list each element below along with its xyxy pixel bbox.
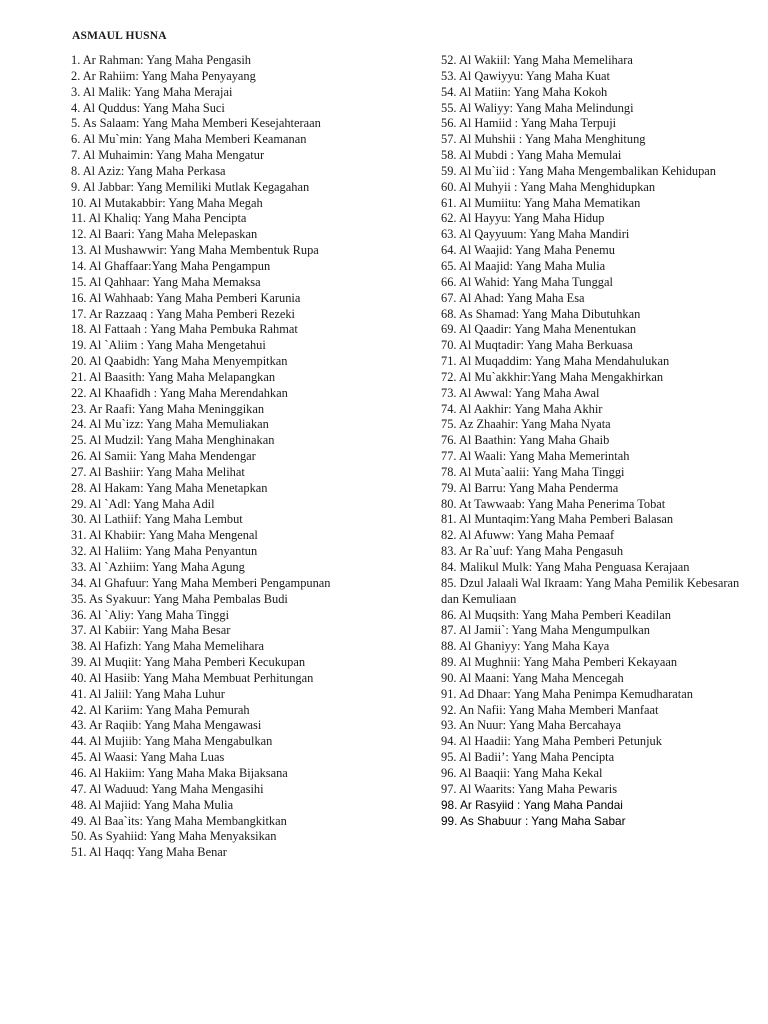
- list-item: 51. Al Haqq: Yang Maha Benar: [71, 845, 227, 860]
- list-item: 25. Al Mudzil: Yang Maha Menghinakan: [71, 433, 275, 448]
- list-item: 24. Al Mu`izz: Yang Maha Memuliakan: [71, 417, 269, 432]
- list-item: 87. Al Jamii`: Yang Maha Mengumpulkan: [441, 623, 650, 638]
- list-item: 68. As Shamad: Yang Maha Dibutuhkan: [441, 306, 641, 321]
- list-item: 89. Al Mughnii: Yang Maha Pemberi Kekayaan: [441, 655, 678, 670]
- list-item: 44. Al Mujiib: Yang Maha Mengabulkan: [71, 734, 273, 749]
- list-item: 27. Al Bashiir: Yang Maha Melihat: [71, 464, 245, 479]
- list-item: 73. Al Awwal: Yang Maha Awal: [441, 385, 600, 400]
- list-item: 65. Al Maajid: Yang Maha Mulia: [441, 258, 606, 273]
- list-item: 74. Al Aakhir: Yang Maha Akhir: [441, 401, 603, 416]
- list-item: 75. Az Zhaahir: Yang Maha Nyata: [441, 417, 611, 432]
- list-item: 62. Al Hayyu: Yang Maha Hidup: [441, 211, 605, 226]
- list-item: 61. Al Mumiitu: Yang Maha Mematikan: [441, 195, 641, 210]
- list-item: 66. Al Wahid: Yang Maha Tunggal: [441, 274, 613, 289]
- list-item: 8. Al Aziz: Yang Maha Perkasa: [71, 163, 226, 178]
- list-item: 19. Al `Aliim : Yang Maha Mengetahui: [71, 338, 266, 353]
- list-item: 38. Al Hafizh: Yang Maha Memelihara: [71, 639, 265, 654]
- list-item: 99. As Shabuur : Yang Maha Sabar: [441, 813, 626, 828]
- list-item: 17. Ar Razzaaq : Yang Maha Pemberi Rezeki: [71, 306, 296, 321]
- list-item: 14. Al Ghaffaar:Yang Maha Pengampun: [71, 258, 271, 273]
- list-item: 58. Al Mubdi : Yang Maha Memulai: [441, 148, 622, 163]
- list-item: 36. Al `Aliy: Yang Maha Tinggi: [71, 607, 230, 622]
- list-item: 40. Al Hasiib: Yang Maha Membuat Perhitungan: [71, 670, 314, 685]
- list-item: 1. Ar Rahman: Yang Maha Pengasih: [71, 53, 251, 67]
- list-item: 91. Ad Dhaar: Yang Maha Penimpa Kemudharatan: [441, 686, 693, 701]
- list-item: 93. An Nuur: Yang Maha Bercahaya: [441, 718, 621, 733]
- list-item: 80. At Tawwaab: Yang Maha Penerima Tobat: [441, 496, 666, 511]
- list-item: 90. Al Maani: Yang Maha Mencegah: [441, 670, 624, 685]
- list-item: 3. Al Malik: Yang Maha Merajai: [71, 84, 233, 99]
- list-item: 21. Al Baasith: Yang Maha Melapangkan: [71, 369, 276, 384]
- list-item: 77. Al Waali: Yang Maha Memerintah: [441, 449, 630, 464]
- list-item: 6. Al Mu`min: Yang Maha Memberi Keamanan: [71, 132, 307, 147]
- list-item: 34. Al Ghafuur: Yang Maha Memberi Pengampunan: [71, 575, 331, 590]
- list-item: 78. Al Muta`aalii: Yang Maha Tinggi: [441, 464, 625, 479]
- list-item: 16. Al Wahhaab: Yang Maha Pemberi Karunia: [71, 290, 301, 305]
- list-item: 47. Al Waduud: Yang Maha Mengasihi: [71, 781, 264, 796]
- list-item: 55. Al Waliyy: Yang Maha Melindungi: [441, 100, 634, 115]
- list-item: 84. Malikul Mulk: Yang Maha Penguasa Kerajaan: [441, 560, 690, 574]
- list-item: 94. Al Haadii: Yang Maha Pemberi Petunjuk: [441, 734, 662, 749]
- list-item: 85. Dzul Jalaali Wal Ikraam: Yang Maha Pemilik Kebesaran dan Kemuliaan: [441, 575, 740, 606]
- list-item: 11. Al Khaliq: Yang Maha Pencipta: [71, 211, 247, 226]
- list-item: 59. Al Mu`iid : Yang Maha Mengembalikan Kehidupan: [441, 163, 716, 178]
- list-item: 69. Al Qaadir: Yang Maha Menentukan: [441, 322, 637, 337]
- list-item: 10. Al Mutakabbir: Yang Maha Megah: [71, 195, 263, 210]
- list-item: 48. Al Majiid: Yang Maha Mulia: [71, 797, 234, 812]
- list-item: 50. As Syahiid: Yang Maha Menyaksikan: [71, 829, 277, 844]
- page-title: ASMAUL HUSNA: [72, 30, 167, 42]
- list-item: 35. As Syakuur: Yang Maha Pembalas Budi: [71, 591, 288, 606]
- list-item: 23. Ar Raafi: Yang Maha Meninggikan: [71, 401, 265, 416]
- list-item: 97. Al Waarits: Yang Maha Pewaris: [441, 781, 618, 796]
- list-item: 83. Ar Ra`uuf: Yang Maha Pengasuh: [441, 544, 624, 559]
- list-item: 42. Al Kariim: Yang Maha Pemurah: [71, 702, 250, 717]
- list-item: 76. Al Baathin: Yang Maha Ghaib: [441, 433, 610, 448]
- list-item: 30. Al Lathiif: Yang Maha Lembut: [71, 512, 243, 527]
- list-item: 41. Al Jaliil: Yang Maha Luhur: [71, 686, 225, 701]
- list-item: 57. Al Muhshii : Yang Maha Menghitung: [441, 132, 646, 147]
- list-item: 28. Al Hakam: Yang Maha Menetapkan: [71, 480, 268, 495]
- list-item: 88. Al Ghaniyy: Yang Maha Kaya: [441, 639, 610, 654]
- list-item: 52. Al Wakiil: Yang Maha Memelihara: [441, 53, 633, 67]
- list-item: 71. Al Muqaddim: Yang Maha Mendahulukan: [441, 354, 670, 369]
- list-item: 31. Al Khabiir: Yang Maha Mengenal: [71, 528, 258, 543]
- list-item: 15. Al Qahhaar: Yang Maha Memaksa: [71, 274, 261, 289]
- list-item: 95. Al Badii’: Yang Maha Pencipta: [441, 750, 615, 765]
- list-item: 67. Al Ahad: Yang Maha Esa: [441, 290, 585, 305]
- list-item: 4. Al Quddus: Yang Maha Suci: [71, 100, 225, 115]
- list-item: 29. Al `Adl: Yang Maha Adil: [71, 496, 215, 511]
- list-item: 22. Al Khaafidh : Yang Maha Merendahkan: [71, 385, 288, 400]
- list-item: 12. Al Baari: Yang Maha Melepaskan: [71, 227, 258, 242]
- list-item: 86. Al Muqsith: Yang Maha Pemberi Keadilan: [441, 607, 671, 622]
- list-item: 7. Al Muhaimin: Yang Maha Mengatur: [71, 148, 265, 163]
- list-item: 37. Al Kabiir: Yang Maha Besar: [71, 623, 231, 638]
- list-item: 20. Al Qaabidh: Yang Maha Menyempitkan: [71, 354, 288, 369]
- list-item: 49. Al Baa`its: Yang Maha Membangkitkan: [71, 813, 287, 828]
- list-item: 9. Al Jabbar: Yang Memiliki Mutlak Kegagahan: [71, 179, 310, 194]
- list-item: 56. Al Hamiid : Yang Maha Terpuji: [441, 116, 617, 131]
- list-item: 26. Al Samii: Yang Maha Mendengar: [71, 449, 256, 464]
- list-item: 18. Al Fattaah : Yang Maha Pembuka Rahmat: [71, 322, 298, 337]
- list-item: 81. Al Muntaqim:Yang Maha Pemberi Balasan: [441, 512, 674, 527]
- list-item: 72. Al Mu`akkhir:Yang Maha Mengakhirkan: [441, 369, 664, 384]
- list-item: 33. Al `Azhiim: Yang Maha Agung: [71, 560, 245, 574]
- list-item: 39. Al Muqiit: Yang Maha Pemberi Kecukupan: [71, 655, 306, 670]
- list-item: 54. Al Matiin: Yang Maha Kokoh: [441, 84, 608, 99]
- list-item: 92. An Nafii: Yang Maha Memberi Manfaat: [441, 702, 659, 717]
- list-item: 43. Ar Raqiib: Yang Maha Mengawasi: [71, 718, 262, 733]
- list-item: 63. Al Qayyuum: Yang Maha Mandiri: [441, 227, 630, 242]
- list-item: 70. Al Muqtadir: Yang Maha Berkuasa: [441, 338, 633, 353]
- list-item: 5. As Salaam: Yang Maha Memberi Kesejahteraan: [71, 116, 321, 131]
- list-item: 46. Al Hakiim: Yang Maha Maka Bijaksana: [71, 765, 288, 780]
- list-item: 53. Al Qawiyyu: Yang Maha Kuat: [441, 68, 610, 83]
- list-item: 45. Al Waasi: Yang Maha Luas: [71, 750, 225, 765]
- list-item: 98. Ar Rasyiid : Yang Maha Pandai: [441, 797, 623, 812]
- list-item: 13. Al Mushawwir: Yang Maha Membentuk Rupa: [71, 243, 319, 258]
- right-column-list: [441, 53, 741, 829]
- list-item: 64. Al Waajid: Yang Maha Penemu: [441, 243, 615, 258]
- list-item: 2. Ar Rahiim: Yang Maha Penyayang: [71, 68, 256, 83]
- list-item: 96. Al Baaqii: Yang Maha Kekal: [441, 765, 603, 780]
- left-column-list: [71, 53, 361, 861]
- list-item: 82. Al Afuww: Yang Maha Pemaaf: [441, 528, 615, 543]
- list-item: 60. Al Muhyii : Yang Maha Menghidupkan: [441, 179, 656, 194]
- list-item: 79. Al Barru: Yang Maha Penderma: [441, 480, 619, 495]
- list-item: 32. Al Haliim: Yang Maha Penyantun: [71, 544, 258, 559]
